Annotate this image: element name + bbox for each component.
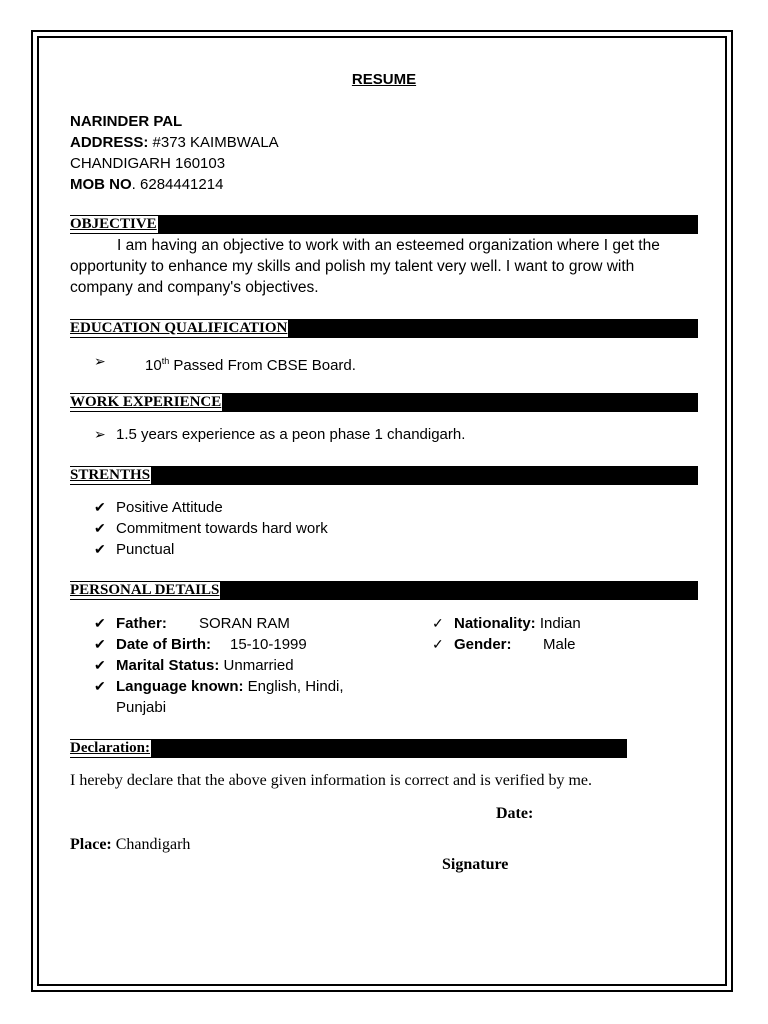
resume-title: RESUME — [351, 71, 417, 88]
work-item: 1.5 years experience as a peon phase 1 chandigarh. — [116, 426, 466, 443]
arrow-bullet-icon: ➢ — [94, 426, 106, 442]
education-item — [145, 351, 356, 376]
objective-text: I am having an objective to work with an esteemed organization where I get the opportunity to enhance my skills and polish my talent very well. I want to grow with company and company's objectives. — [70, 237, 660, 296]
declaration-bar — [70, 739, 627, 758]
declaration-text: I hereby declare that the above given information is correct and is verified by me. — [70, 772, 593, 789]
marital-row — [116, 655, 294, 676]
nationality-label: Nationality: — [454, 615, 536, 632]
address-label: ADDRESS: — [70, 134, 149, 151]
education-grade: 10 — [145, 357, 162, 374]
mobile-value: . 6284441214 — [131, 176, 224, 193]
education-heading: EDUCATION QUALIFICATION — [70, 320, 288, 336]
nationality-row — [454, 613, 581, 634]
education-grade-suffix: th — [161, 356, 170, 366]
place-label: Place: — [70, 836, 112, 853]
strength-item: Commitment towards hard work — [116, 520, 328, 537]
candidate-name: NARINDER PAL — [70, 113, 183, 130]
dob-row — [116, 634, 211, 655]
check-icon: ✔ — [94, 678, 106, 694]
dob-label: Date of Birth: — [116, 636, 211, 653]
signature-label: Signature — [442, 856, 509, 873]
nationality-value: Indian — [535, 615, 581, 632]
father-value: SORAN RAM — [199, 615, 290, 632]
work-heading: WORK EXPERIENCE — [70, 394, 222, 410]
language-value: English, Hindi, — [243, 678, 344, 695]
marital-value: Unmarried — [219, 657, 294, 674]
place-line — [70, 834, 190, 855]
language-value-cont: Punjabi — [116, 699, 167, 716]
strengths-heading: STRENTHS — [70, 467, 151, 483]
strengths-bar — [70, 466, 698, 485]
dob-value: 15-10-1999 — [230, 636, 307, 653]
education-text: Passed From CBSE Board. — [169, 357, 356, 374]
strength-item: Positive Attitude — [116, 499, 223, 516]
mobile-label: MOB NO — [70, 176, 132, 193]
check-light-icon: ✓ — [432, 615, 444, 631]
father-label: Father: — [116, 615, 167, 632]
check-icon: ✔ — [94, 615, 106, 631]
marital-label: Marital Status: — [116, 657, 220, 674]
address-value: #373 KAIMBWALA — [148, 134, 279, 151]
language-label: Language known: — [116, 678, 244, 695]
objective-heading: OBJECTIVE — [70, 216, 157, 232]
gender-row — [454, 634, 512, 655]
mobile-line — [70, 174, 223, 195]
check-icon: ✔ — [94, 541, 106, 557]
check-light-icon: ✓ — [432, 636, 444, 652]
father-row — [116, 613, 167, 634]
objective-bar — [70, 215, 698, 234]
date-label: Date: — [496, 805, 534, 822]
address-line — [70, 132, 279, 153]
gender-value: Male — [543, 636, 576, 653]
address-city: CHANDIGARH 160103 — [70, 155, 226, 172]
personal-heading: PERSONAL DETAILS — [70, 582, 220, 598]
arrow-bullet-icon: ➢ — [94, 353, 106, 369]
check-icon: ✔ — [94, 636, 106, 652]
check-icon: ✔ — [94, 657, 106, 673]
check-icon: ✔ — [94, 499, 106, 515]
language-row — [116, 676, 344, 697]
declaration-heading: Declaration: — [70, 740, 150, 756]
gender-label: Gender: — [454, 636, 512, 653]
place-value: Chandigarh — [111, 836, 191, 853]
strength-item: Punctual — [116, 541, 175, 558]
check-icon: ✔ — [94, 520, 106, 536]
